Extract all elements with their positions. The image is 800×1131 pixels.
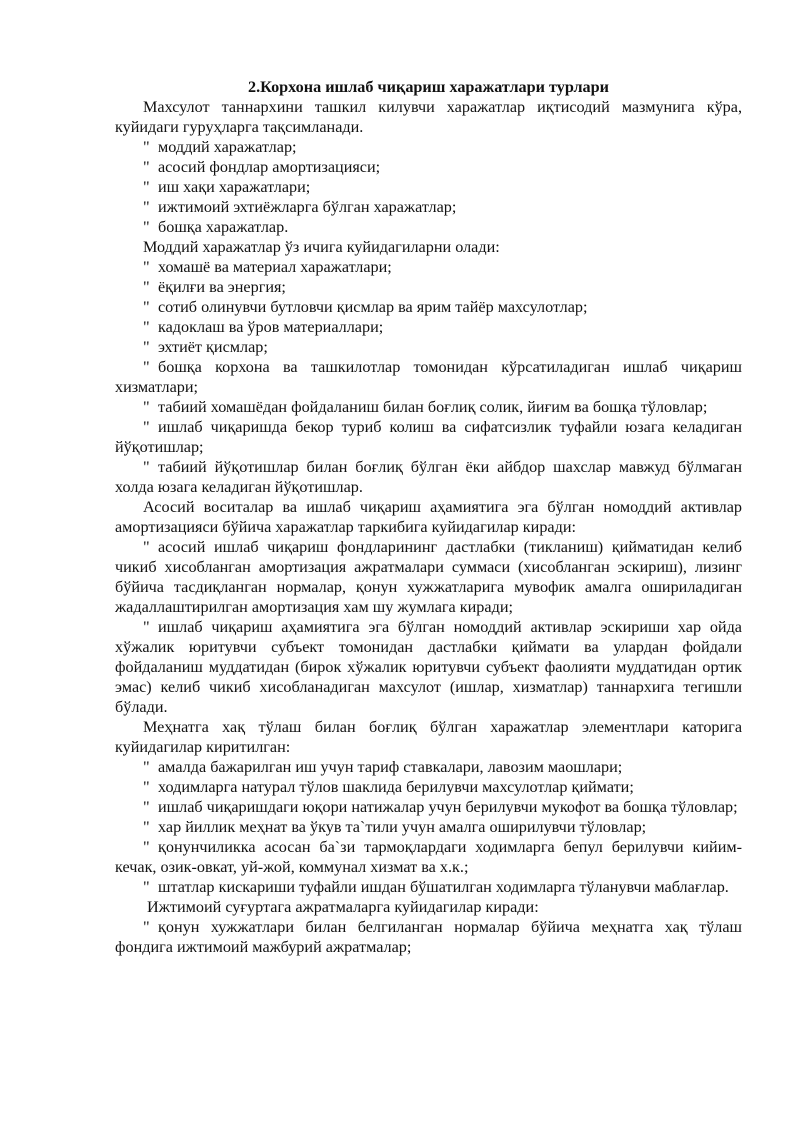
bullet-mark-icon: ": [143, 918, 150, 936]
list-item-text: бошқа корхона ва ташкилотлар томонидан кўрсатиладиган ишлаб чиқариш хизматлари;: [115, 358, 742, 396]
section-title: 2.Корхона ишлаб чиқариш харажатлари турлари: [248, 78, 609, 96]
bullet-mark-icon: ": [143, 278, 150, 296]
list-item: [115, 617, 742, 717]
bullet-mark-icon: ": [143, 538, 150, 556]
bullet-mark-icon: ": [143, 338, 150, 356]
list-item-text: иш хақи харажатлари;: [158, 178, 311, 196]
bullet-mark-icon: ": [143, 458, 150, 476]
list-item: [115, 157, 742, 177]
list-item: [115, 457, 742, 497]
bullet-mark-icon: ": [143, 798, 150, 816]
list-item: [115, 757, 742, 777]
list-item: [115, 417, 742, 457]
list-item: [115, 217, 742, 237]
list-item: [115, 257, 742, 277]
list-item: [115, 357, 742, 397]
list-item-text: кадоклаш ва ўров материаллари;: [158, 318, 384, 336]
bullet-mark-icon: ": [143, 418, 150, 436]
bullet-mark-icon: ": [143, 158, 150, 176]
bullet-mark-icon: ": [143, 878, 150, 896]
list-item-text: моддий харажатлар;: [158, 138, 297, 156]
list-item-text: ишлаб чиқаришдаги юқори натижалар учун берилувчи мукофот ва бошқа тўловлар;: [158, 798, 738, 816]
list-item-text: табиий хомашёдан фойдаланиш билан боғлиқ солик, йиғим ва бошқа тўловлар;: [158, 398, 708, 416]
list-item-text: ходимларга натурал тўлов шаклида берилувчи махсулотлар қиймати;: [158, 778, 634, 796]
bullet-mark-icon: ": [143, 818, 150, 836]
bullet-mark-icon: ": [143, 198, 150, 216]
list-item-text: бошқа харажатлар.: [158, 218, 289, 236]
bullet-mark-icon: ": [143, 298, 150, 316]
list-item: [115, 177, 742, 197]
bullet-mark-icon: ": [143, 318, 150, 336]
list-item: [115, 337, 742, 357]
paragraph: Меҳнатга хақ тўлаш билан боғлиқ бўлган харажатлар элементлари каторига куйидагилар киритилган:: [115, 718, 742, 756]
list-item: [115, 197, 742, 217]
list-item-text: эхтиёт қисмлар;: [158, 338, 268, 356]
list-item: [115, 317, 742, 337]
list-item: [115, 817, 742, 837]
list-item-text: хомашё ва материал харажатлари;: [158, 258, 392, 276]
list-item: [115, 777, 742, 797]
list-item-text: табиий йўқотишлар билан боғлиқ бўлган ёки айбдор шахслар мавжуд бўлмаган холда юзага келадиган йўқотишлар.: [115, 458, 742, 496]
list-item: [115, 797, 742, 817]
list-item: [115, 837, 742, 877]
list-item-text: асосий фондлар амортизацияси;: [158, 158, 381, 176]
list-item-text: асосий ишлаб чиқариш фондларининг дастлабки (тикланиш) қийматидан келиб чикиб хисобланган амортизация ажратмалари суммаси (хисобланган эскириш), лизинг бўйича тасдиқланган нормалар, қонун хужжатларига мувофик амалга ошириладиган жадаллаштирилган амортизация хам шу жумлага киради;: [115, 538, 742, 616]
bullet-mark-icon: ": [143, 358, 150, 376]
list-item-text: ёқилғи ва энергия;: [158, 278, 286, 296]
bullet-mark-icon: ": [143, 838, 150, 856]
list-item-text: амалда бажарилган иш учун тариф ставкалари, лавозим маошлари;: [158, 758, 623, 776]
bullet-mark-icon: ": [143, 138, 150, 156]
list-item: [115, 537, 742, 617]
list-item: [115, 397, 742, 417]
bullet-mark-icon: ": [143, 178, 150, 196]
bullet-mark-icon: ": [143, 778, 150, 796]
list-item: [115, 917, 742, 957]
list-item-text: ишлаб чиқаришда бекор туриб колиш ва сифатсизлик туфайли юзага келадиган йўқотишлар;: [115, 418, 742, 456]
list-item-text: ишлаб чиқариш аҳамиятига эга бўлган номоддий активлар эскириши хар ойда хўжалик юритувчи субъект томонидан дастлабки қиймати ва улардан фойдали фойдаланиш муддатидан (бирок хўжалик юритувчи субъект фаолияти муддатидан ортик эмас) келиб чикиб хисобланадиган махсулот (ишлар, хизматлар) таннархига тегишли бўлади.: [115, 618, 742, 716]
list-item: [115, 877, 742, 897]
paragraph: Моддий харажатлар ўз ичига куйидагиларни олади:: [143, 238, 500, 256]
paragraph: Асосий воситалар ва ишлаб чиқариш аҳамиятига эга бўлган номоддий активлар амортизацияси бўйича харажатлар таркибига куйидагилар киради:: [115, 498, 742, 536]
bullet-mark-icon: ": [143, 618, 150, 636]
list-item: [115, 277, 742, 297]
list-item-text: хар йиллик меҳнат ва ўкув та`тили учун амалга оширилувчи тўловлар;: [158, 818, 647, 836]
list-item-text: ижтимоий эхтиёжларга бўлган харажатлар;: [158, 198, 457, 216]
bullet-mark-icon: ": [143, 398, 150, 416]
list-item-text: сотиб олинувчи бутловчи қисмлар ва ярим тайёр махсулотлар;: [158, 298, 588, 316]
bullet-mark-icon: ": [143, 258, 150, 276]
document-body: [115, 77, 742, 957]
list-item-text: штатлар кискариши туфайли ишдан бўшатилган ходимларга тўланувчи маблағлар.: [158, 878, 729, 896]
document-paragraphs: [115, 97, 742, 957]
list-item: [115, 297, 742, 317]
bullet-mark-icon: ": [143, 758, 150, 776]
list-item-text: қонун хужжатлари билан белгиланган нормалар бўйича меҳнатга хақ тўлаш фондига ижтимоий мажбурий ажратмалар;: [115, 918, 742, 956]
list-item: [115, 137, 742, 157]
bullet-mark-icon: ": [143, 218, 150, 236]
paragraph: Ижтимоий суғуртага ажратмаларга куйидагилар киради:: [147, 898, 539, 916]
paragraph: Махсулот таннархини ташкил килувчи харажатлар иқтисодий мазмунига кўра, куйидаги гуруҳларга тақсимланади.: [115, 98, 742, 136]
list-item-text: қонунчиликка асосан ба`зи тармоқлардаги ходимларга бепул берилувчи кийим-кечак, озик-овкат, уй-жой, коммунал хизмат ва х.к.;: [115, 838, 742, 876]
